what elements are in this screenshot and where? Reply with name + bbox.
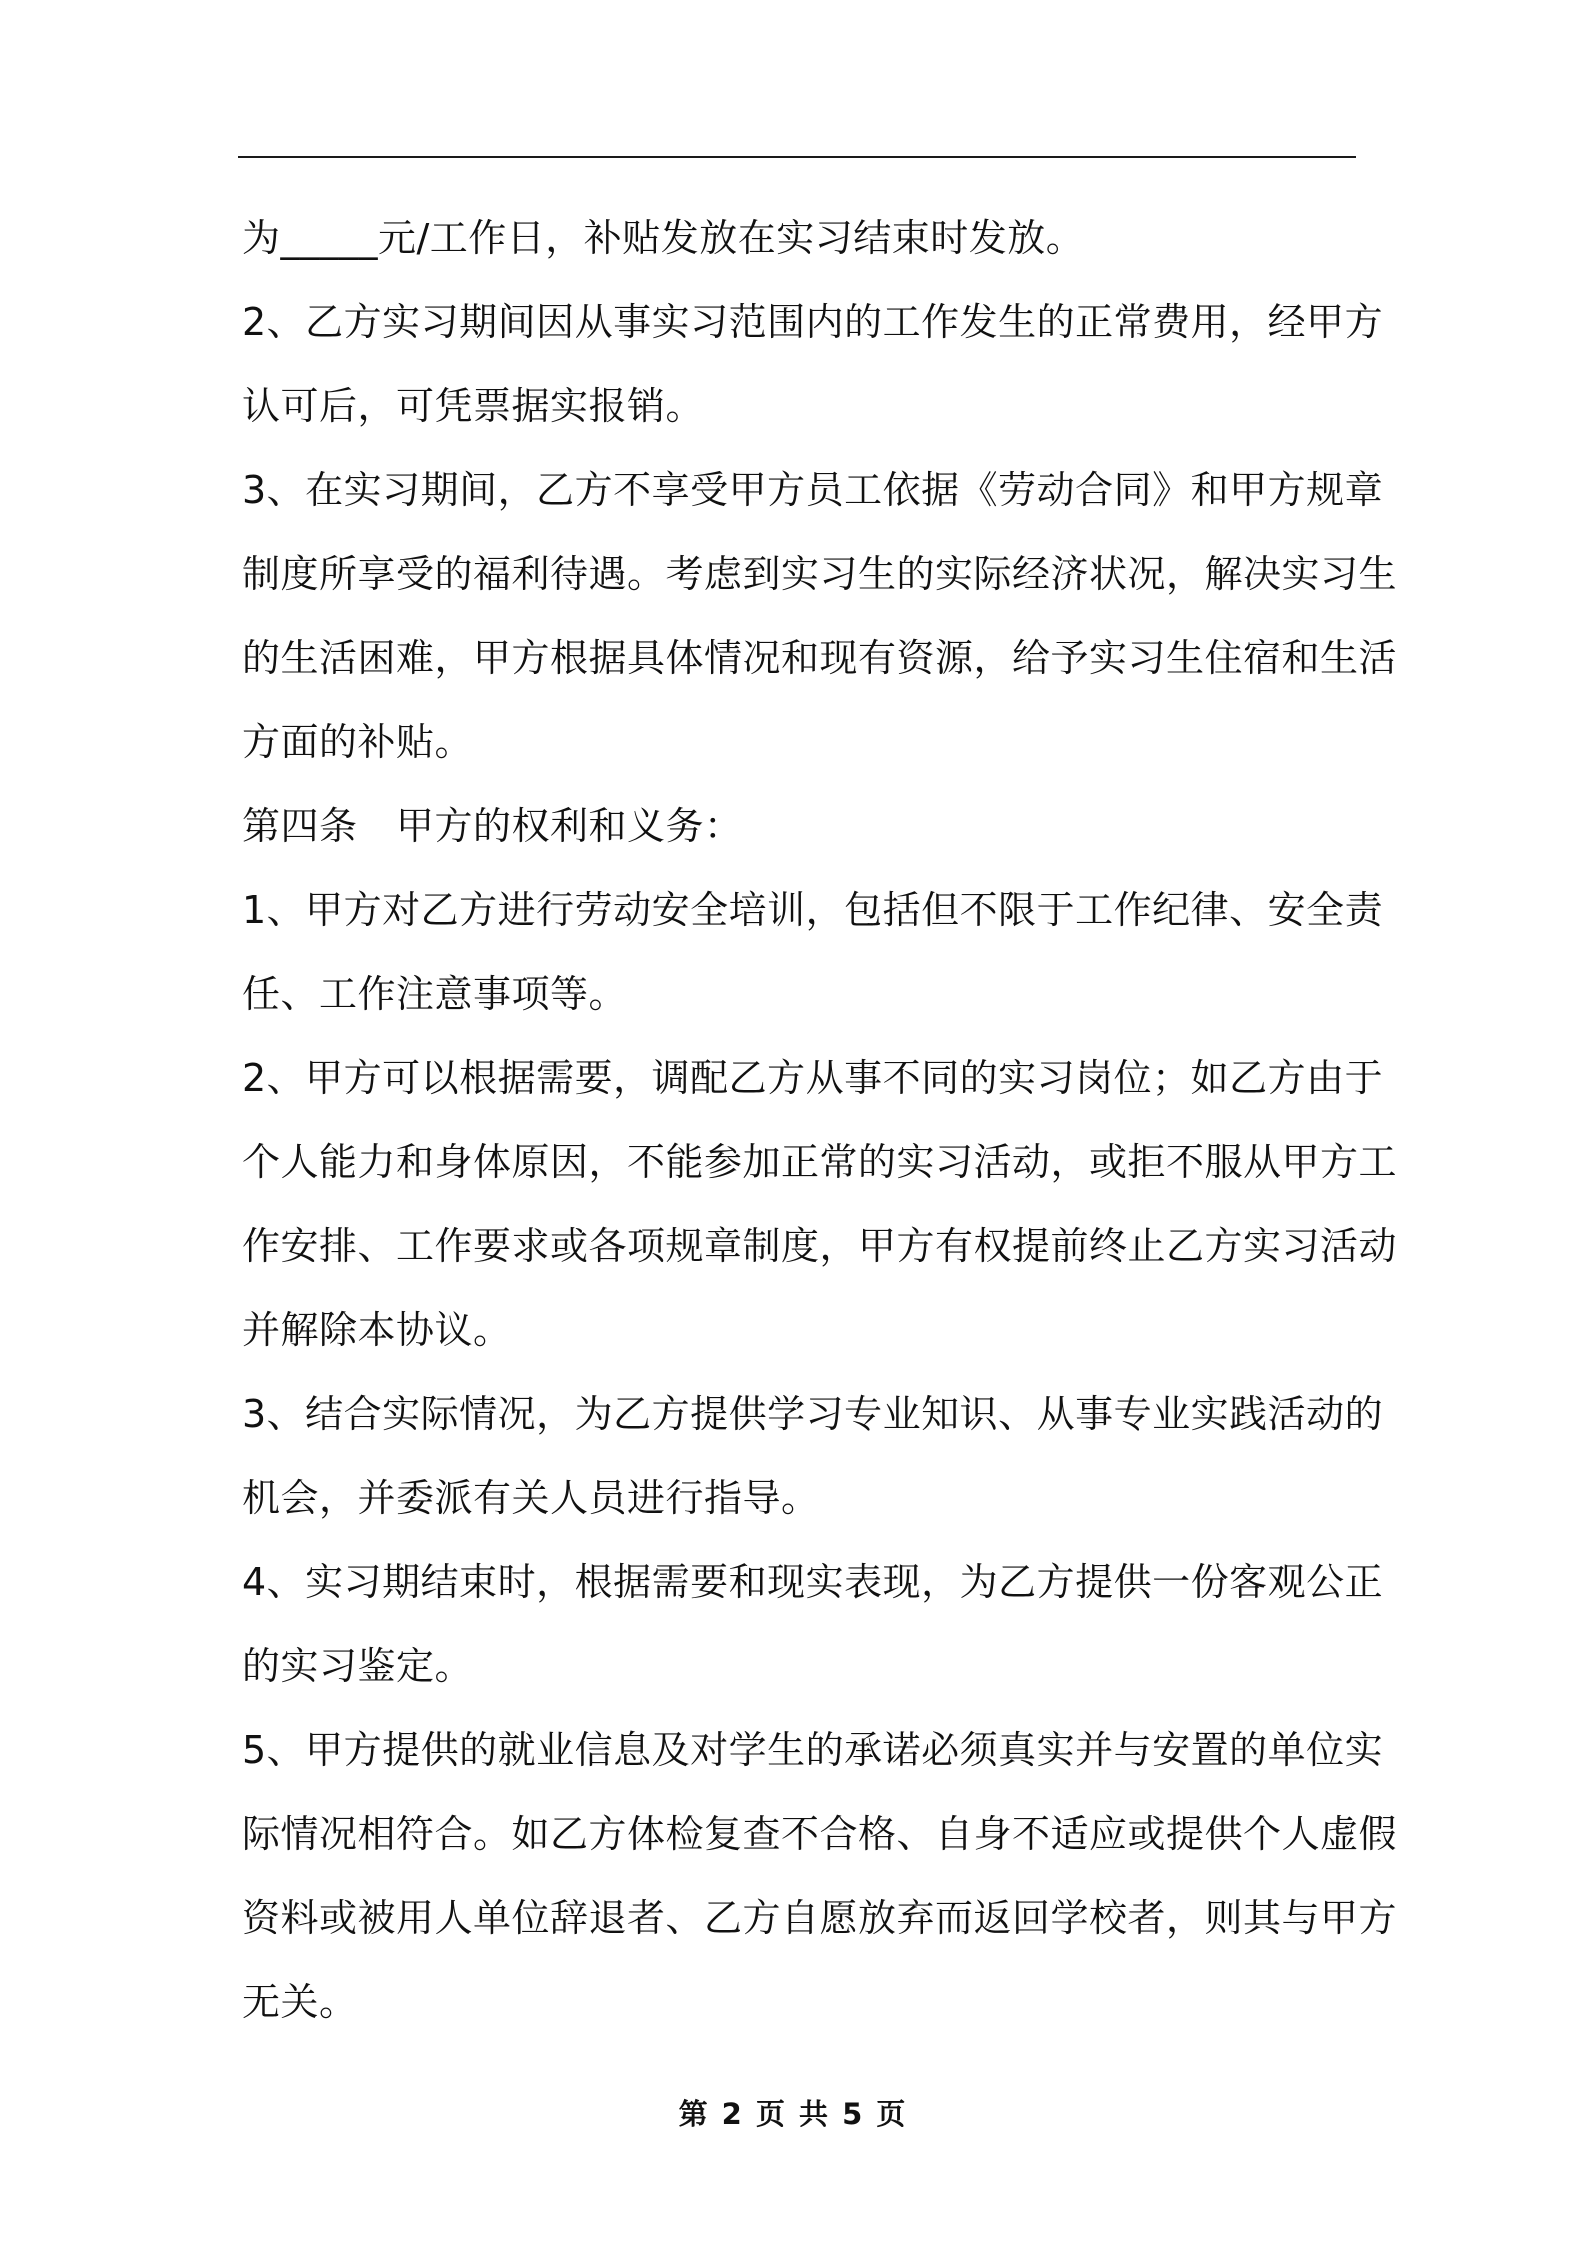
text-line: 作安排、工作要求或各项规章制度，甲方有权提前终止乙方实习活动 — [242, 1224, 1398, 1268]
text-line: 2、乙方实习期间因从事实习范围内的工作发生的正常费用，经甲方 — [242, 300, 1384, 344]
text-line: 无关。 — [242, 1980, 358, 2024]
text-line: 任、工作注意事项等。 — [242, 972, 628, 1016]
page-number-footer: 第 2 页 共 5 页 — [678, 2097, 908, 2131]
text-line: 1、甲方对乙方进行劳动安全培训，包括但不限于工作纪律、安全责 — [242, 888, 1384, 932]
text-line: 3、在实习期间，乙方不享受甲方员工依据《劳动合同》和甲方规章 — [242, 468, 1384, 512]
text-line: 际情况相符合。如乙方体检复查不合格、自身不适应或提供个人虚假 — [242, 1812, 1398, 1856]
text-line: 个人能力和身体原因，不能参加正常的实习活动，或拒不服从甲方工 — [242, 1140, 1398, 1184]
text-line: 4、实习期结束时，根据需要和现实表现，为乙方提供一份客观公正 — [242, 1560, 1384, 1604]
text-line: 认可后，可凭票据实报销。 — [242, 384, 705, 428]
text-line: 的实习鉴定。 — [242, 1644, 474, 1688]
text-line: 方面的补贴。 — [242, 720, 474, 764]
text-line: 资料或被用人单位辞退者、乙方自愿放弃而返回学校者，则其与甲方 — [242, 1896, 1398, 1940]
section-heading: 第四条 甲方的权利和义务： — [242, 804, 743, 848]
text-line: 2、甲方可以根据需要，调配乙方从事不同的实习岗位；如乙方由于 — [242, 1056, 1384, 1100]
text-line: 并解除本协议。 — [242, 1308, 512, 1352]
text-line: 制度所享受的福利待遇。考虑到实习生的实际经济状况，解决实习生 — [242, 552, 1398, 596]
text-line: 3、结合实际情况，为乙方提供学习专业知识、从事专业实践活动的 — [242, 1392, 1384, 1436]
text-line: 的生活困难，甲方根据具体情况和现有资源，给予实习生住宿和生活 — [242, 636, 1398, 680]
text-line: 5、甲方提供的就业信息及对学生的承诺必须真实并与安置的单位实 — [242, 1728, 1384, 1772]
document-body — [242, 196, 1398, 2044]
text-line: 机会，并委派有关人员进行指导。 — [242, 1476, 820, 1520]
text-line: 为_____元/工作日，补贴发放在实习结束时发放。 — [242, 216, 1085, 260]
header-divider — [238, 156, 1356, 158]
